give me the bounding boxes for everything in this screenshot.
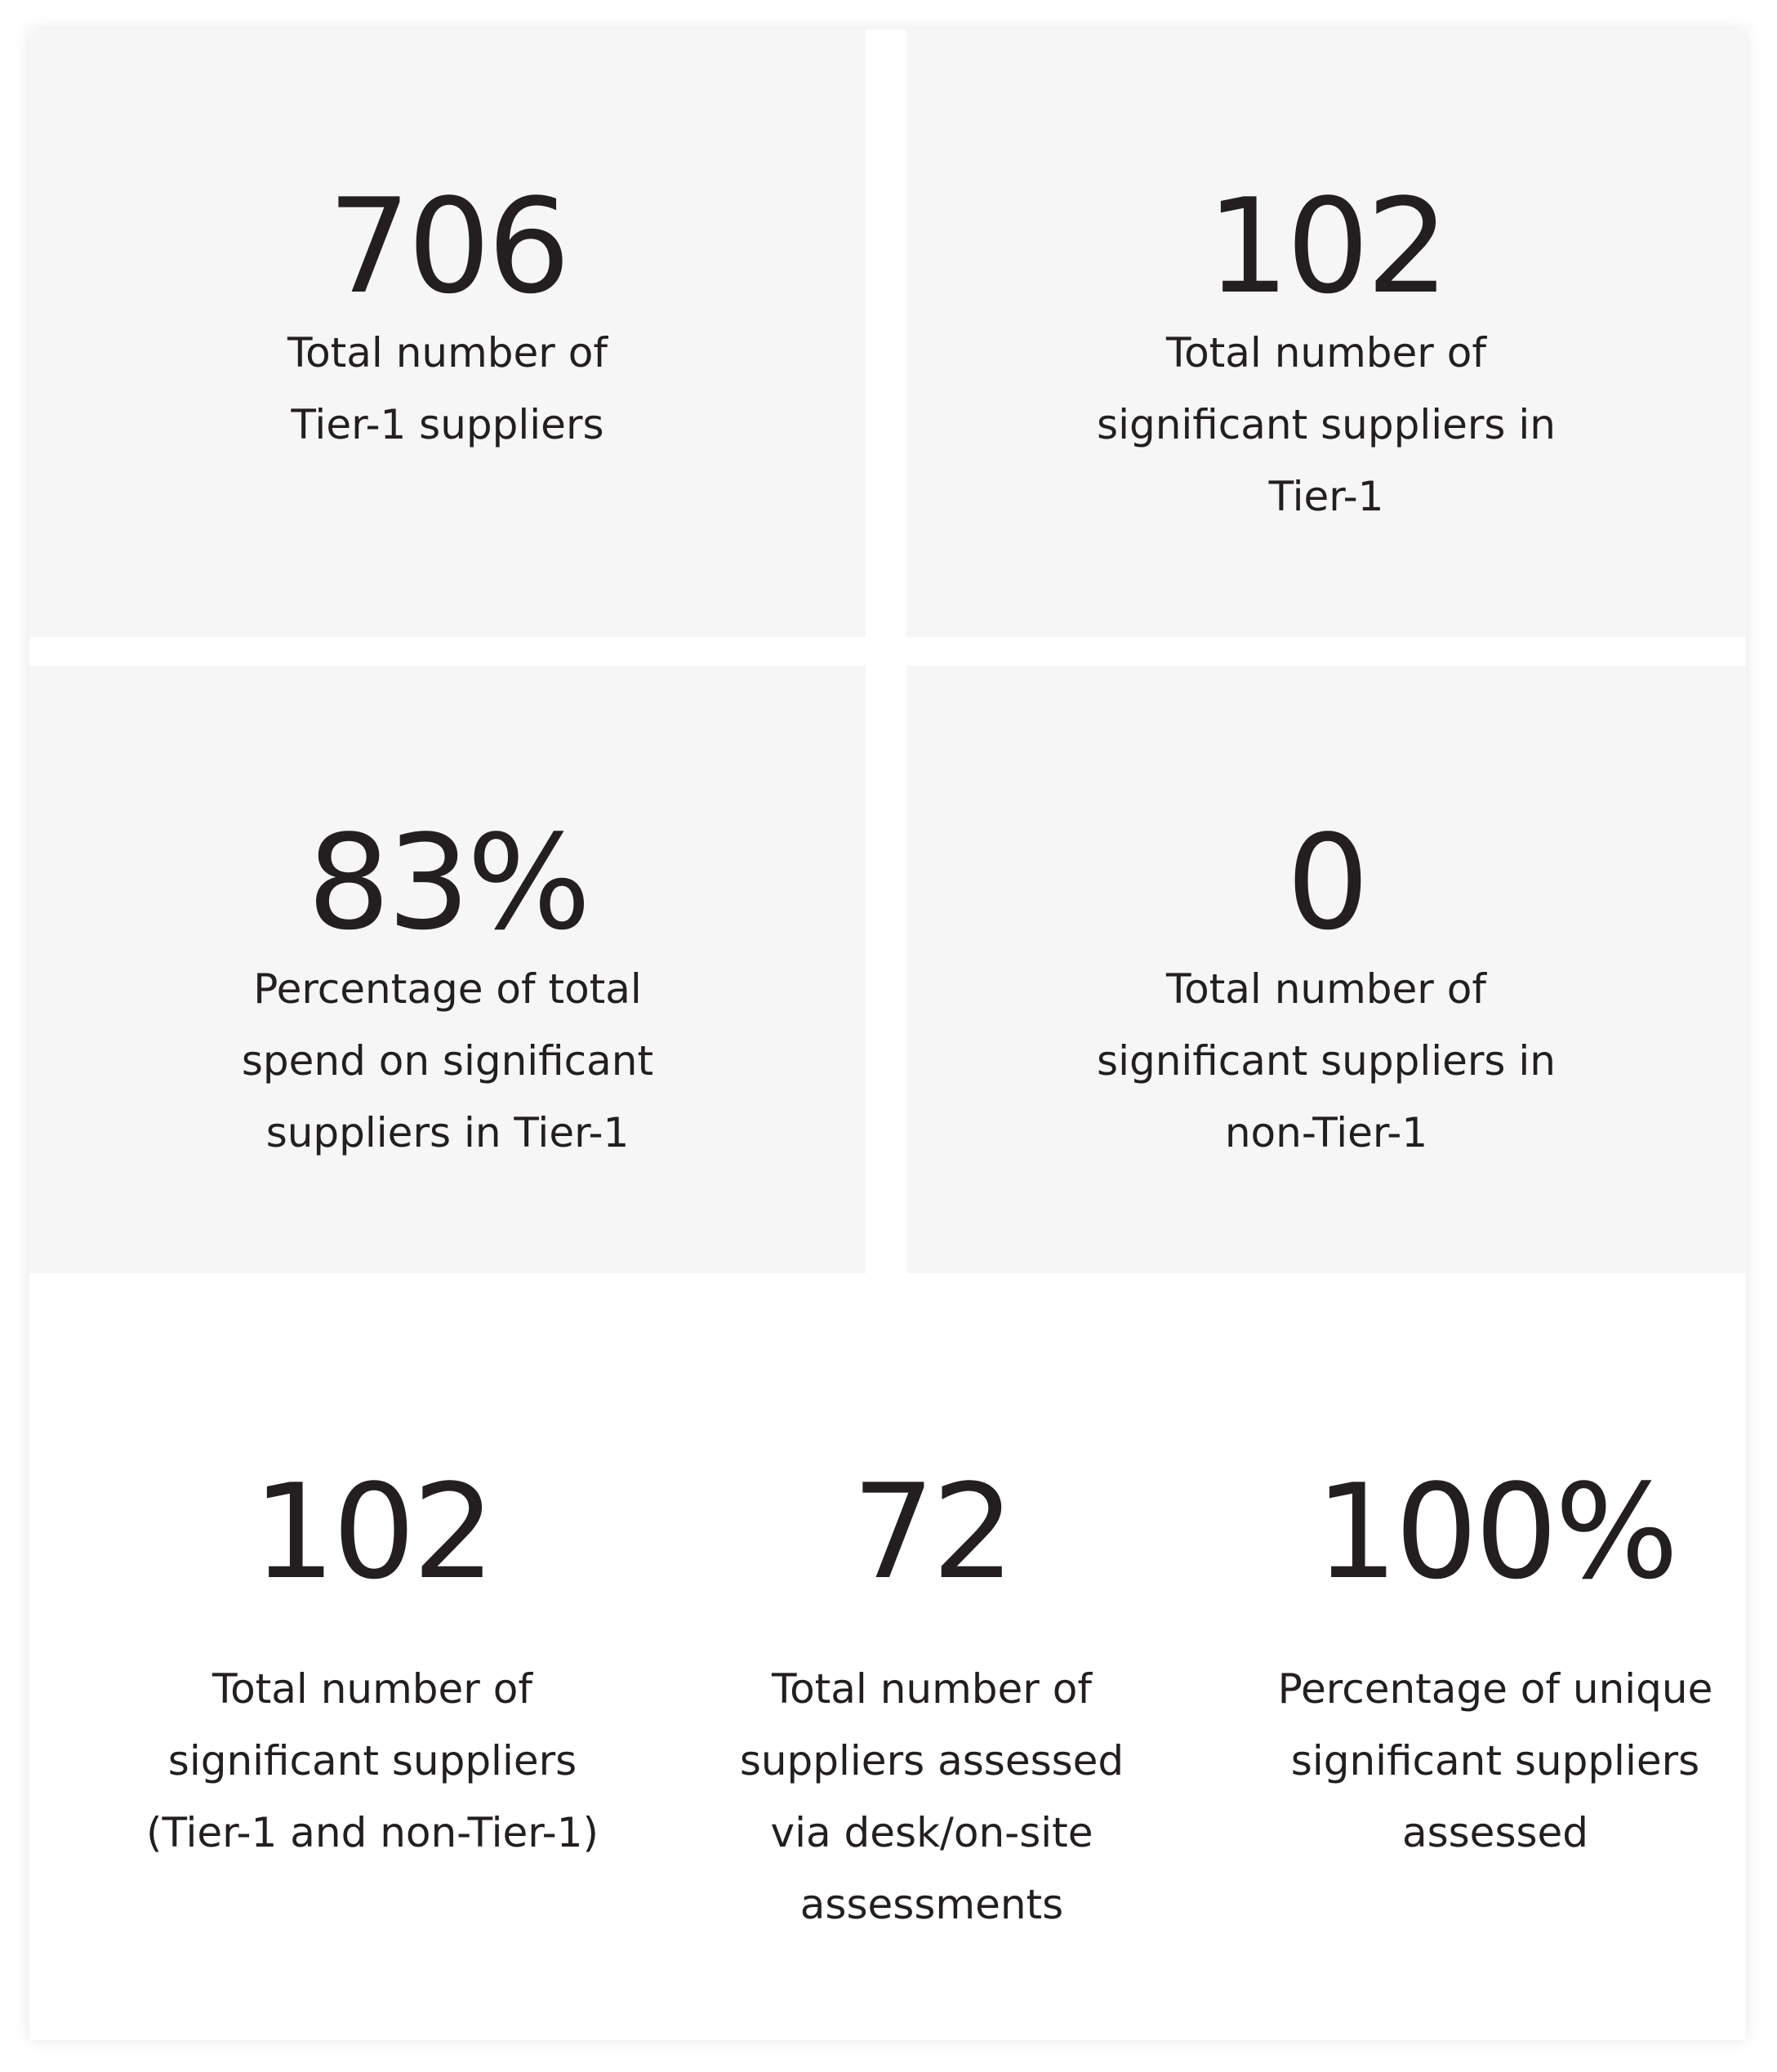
stat-suppliers-assessed: [646, 1455, 1218, 1941]
stat-block: [29, 806, 866, 1169]
stat-value: 102: [1206, 170, 1446, 323]
stat-label-line: significant suppliers in: [1097, 1037, 1556, 1085]
stat-label-line: significant suppliers: [167, 1737, 577, 1785]
stat-value: 706: [327, 170, 568, 323]
stat-label-line: (Tier-1 and non-Tier-1): [145, 1809, 599, 1856]
supplier-stats-card: [29, 29, 1746, 2040]
stat-tile-spend-percentage: [29, 666, 866, 1273]
stat-label-line: Total number of: [772, 1665, 1092, 1713]
stat-label-line: significant suppliers in: [1097, 401, 1556, 448]
stat-label-line: significant suppliers: [1290, 1737, 1700, 1785]
stat-label-line: non-Tier-1: [1224, 1109, 1428, 1156]
stat-block: [29, 170, 866, 461]
stat-total-significant-suppliers: [87, 1455, 658, 1869]
stat-label-line: spend on significant: [241, 1037, 654, 1085]
stat-label-line: Total number of: [212, 1665, 532, 1713]
stat-value: 100%: [1315, 1455, 1676, 1608]
stat-value: 102: [252, 1455, 492, 1608]
stat-tile-tier1-suppliers: [29, 29, 866, 637]
stat-tile-significant-tier1: [906, 29, 1746, 637]
stat-label-line: Tier-1: [1268, 473, 1384, 520]
stat-value: 72: [852, 1455, 1012, 1608]
stat-label-line: Percentage of total: [253, 965, 642, 1013]
stat-block: [906, 806, 1746, 1169]
stat-label-line: assessments: [799, 1881, 1064, 1928]
stat-block: [906, 170, 1746, 532]
stat-label-line: suppliers assessed: [739, 1737, 1125, 1785]
stat-label-line: Percentage of unique: [1277, 1665, 1713, 1713]
stat-label-line: Total number of: [287, 329, 608, 377]
stat-label-line: via desk/on-site: [770, 1809, 1093, 1856]
stat-label-line: Total number of: [1166, 329, 1486, 377]
stat-label-line: suppliers in Tier-1: [265, 1109, 630, 1156]
stat-percentage-assessed: [1209, 1455, 1777, 1869]
stat-label-line: Total number of: [1166, 965, 1486, 1013]
stat-label-line: Tier-1 suppliers: [291, 401, 604, 448]
stat-value: 83%: [307, 806, 588, 959]
stat-tile-significant-non-tier1: [906, 666, 1746, 1273]
stat-value: 0: [1286, 806, 1366, 959]
stat-label-line: assessed: [1401, 1809, 1589, 1856]
